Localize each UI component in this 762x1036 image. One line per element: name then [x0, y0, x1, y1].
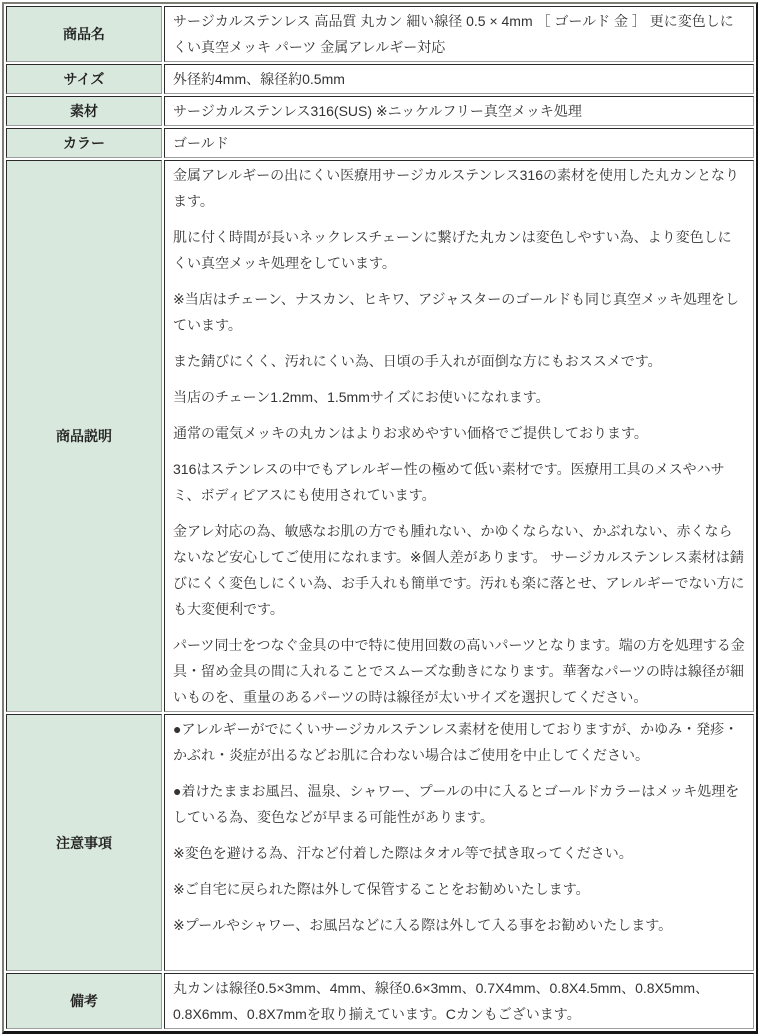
paragraph: また錆びにくく、汚れにくい為、日頃の手入れが面倒な方にもおススメです。: [173, 353, 662, 369]
row-label: 商品名: [6, 6, 162, 62]
row-value: [164, 6, 754, 62]
row-value: [164, 96, 754, 126]
paragraph: ※変色を避ける為、汗など付着した際はタオル等で拭き取ってください。: [173, 845, 633, 861]
table-row: [6, 6, 754, 62]
row-label: サイズ: [6, 64, 162, 94]
paragraph: 丸カンは線径0.5×3mm、4mm、線径0.6×3mm、0.7X4mm、0.8X4.5mm、0.8X5mm、0.8X6mm、0.8X7mmを取り揃えています。Cカンもございます。: [173, 980, 710, 1022]
row-label: 備考: [6, 973, 162, 1029]
row-label: 素材: [6, 96, 162, 126]
paragraph: サージカルステンレス316(SUS) ※ニッケルフリー真空メッキ処理: [173, 103, 582, 119]
paragraph: ●アレルギーがでにくいサージカルステンレス素材を使用しておりますが、かゆみ・発疹・かぶれ・炎症が出るなどお肌に合わない場合はご使用を中止してください。: [173, 721, 739, 763]
paragraph: 当店のチェーン1.2mm、1.5mmサイズにお使いになれます。: [173, 389, 550, 405]
row-value: [164, 64, 754, 94]
spec-table-body: [6, 6, 754, 1029]
row-value: [164, 160, 754, 712]
paragraph: ※プールやシャワー、お風呂などに入る際は外して入る事をお勧めいたします。: [173, 917, 673, 933]
row-value: [164, 714, 754, 971]
table-row: [6, 128, 754, 158]
paragraph: パーツ同士をつなぐ金具の中で特に使用回数の高いパーツとなります。端の方を処理する金具・留め金具の間に入れることでスムーズな動きになります。華奢なパーツの時は線径が細いものを、重量のあるパーツの時は線径が太いサイズを選択してください。: [173, 637, 745, 705]
paragraph: 316はステンレスの中でもアレルギー性の極めて低い素材です。医療用工具のメスやハサミ、ボディピアスにも使用されています。: [173, 461, 725, 503]
table-row: [6, 96, 754, 126]
product-spec-table: [2, 2, 758, 1034]
table-row: [6, 714, 754, 971]
row-label: カラー: [6, 128, 162, 158]
paragraph: ●着けたままお風呂、温泉、シャワー、プールの中に入るとゴールドカラーはメッキ処理をしている為、変色などが早まる可能性があります。: [173, 783, 740, 825]
table-row: [6, 64, 754, 94]
paragraph: 外径約4mm、線径約0.5mm: [173, 71, 345, 87]
row-label: 商品説明: [6, 160, 162, 712]
paragraph: 金アレ対応の為、敏感なお肌の方でも腫れない、かゆくならない、かぶれない、赤くならないなど安心してご使用になれます。※個人差があります。 サージカルステンレス素材は錆びにくく変色しにくい為、お手入れも簡単です。汚れも楽に落とせ、アレルギーでない方にも大変便利です。: [173, 523, 745, 617]
paragraph: 通常の電気メッキの丸カンはよりお求めやすい価格でご提供しております。: [173, 425, 648, 441]
paragraph: ※ご自宅に戻られた際は外して保管することをお勧めいたします。: [173, 881, 590, 897]
paragraph: 肌に付く時間が長いネックレスチェーンに繋げた丸カンは変色しやすい為、より変色しにくい真空メッキ処理をしています。: [173, 229, 732, 271]
row-value: [164, 973, 754, 1029]
table-row: [6, 973, 754, 1029]
row-label: 注意事項: [6, 714, 162, 971]
row-value: [164, 128, 754, 158]
paragraph: ※当店はチェーン、ナスカン、ヒキワ、アジャスターのゴールドも同じ真空メッキ処理をしています。: [173, 291, 739, 333]
paragraph: 金属アレルギーの出にくい医療用サージカルステンレス316の素材を使用した丸カンとなります。: [173, 167, 739, 209]
table-row: [6, 160, 754, 712]
paragraph: ゴールド: [173, 135, 229, 151]
paragraph: サージカルステンレス 高品質 丸カン 細い線径 0.5 × 4mm ［ ゴールド 金 ］ 更に変色しにくい真空メッキ パーツ 金属アレルギー対応: [173, 13, 734, 55]
